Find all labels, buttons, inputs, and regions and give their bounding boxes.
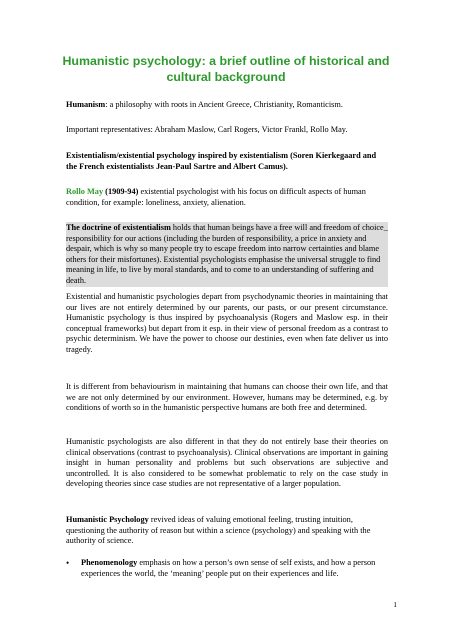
humanism-paragraph bbox=[66, 100, 388, 111]
behaviourism-paragraph: It is different from behaviourism in maintaining that humans can choose their own life, and that we are not only determined by our environment. However, humans may be determined, e.g. by conditions of worth so in the humanistic perspective humans are both free and determined. bbox=[66, 382, 388, 412]
psychodynamic-paragraph: Existential and humanistic psychologies depart from psychodynamic theories in maintaining that our lives are not entirely determined by our parents, our pasts, or our present circumstance. Humanistic psychology is thus inspired by psychoanalysis (Rogers and Maslow esp. in their conceptual frameworks) but depart from it esp. in their view of personal freedom as a contrast to psychic determinism. We have the power to choose our destinies, even when fate deliver us into tragedy. bbox=[66, 292, 388, 354]
phenomenology-term: Phenomenology bbox=[81, 558, 138, 567]
humanism-text: : a philosophy with roots in Ancient Greece, Christianity, Romanticism. bbox=[105, 100, 343, 109]
humanistic-psychology-paragraph bbox=[66, 515, 388, 547]
humanism-term: Humanism bbox=[66, 100, 106, 109]
clinical-paragraph: Humanistic psychologists are also different in that they do not entirely base their theories on clinical observations (contrast to psychoanalysis). Clinical observations are important in gaining insight in human personality and problems but such observations are subjective and uncontrolled. It is also considered to be somewhat problematic to rely on the case study in developing theories since case studies are not representative of a larger population. bbox=[66, 437, 388, 488]
bullet-icon: • bbox=[66, 558, 70, 568]
rollo-may-name: Rollo May bbox=[66, 187, 104, 196]
phenomenology-text: emphasis on how a person’s own sense of self exists, and how a person experiences the world, the ‘meaning’ people put on their experiences and life. bbox=[81, 558, 376, 578]
phenomenology-bullet bbox=[81, 558, 388, 579]
rollo-may-years: (1909-94) bbox=[103, 187, 139, 196]
existentialism-heading: Existentialism/existential psychology inspired by existentialism (Soren Kierkegaard and the French existentialists Jean-Paul Sartre and Albert Camus). bbox=[66, 151, 377, 171]
rollo-may-text: existential psychologist with his focus on difficult aspects of human condition, for example: loneliness, anxiety, alienation. bbox=[66, 187, 366, 207]
rollo-may-paragraph bbox=[66, 187, 388, 208]
page-number: 1 bbox=[393, 600, 397, 609]
humanistic-psychology-term: Humanistic Psychology bbox=[66, 515, 149, 524]
page-title: Humanistic psychology: a brief outline of historical and cultural background bbox=[62, 54, 390, 84]
doctrine-term: The doctrine of existentialism bbox=[66, 223, 171, 232]
humanistic-psychology-text: revived ideas of valuing emotional feeling, trusting intuition, questioning the authority of reason but within a science (psychology) and speaking with the authority of science. bbox=[66, 515, 371, 545]
representatives-paragraph: Important representatives: Abraham Maslow, Carl Rogers, Victor Frankl, Rollo May. bbox=[66, 125, 348, 134]
doctrine-text: holds that human beings have a free will and freedom of choice_ responsibility for our actions (including the burden of responsibility, a price in anxiety and despair, which is why so many people try to escape freedom into narrow certainties and blame others for their misfortunes). Existential psychologists emphasise the universal struggle to find meaning in life, to live by moral standards, and to come to an understanding of suffering and death. bbox=[66, 223, 388, 285]
doctrine-paragraph bbox=[66, 222, 388, 287]
